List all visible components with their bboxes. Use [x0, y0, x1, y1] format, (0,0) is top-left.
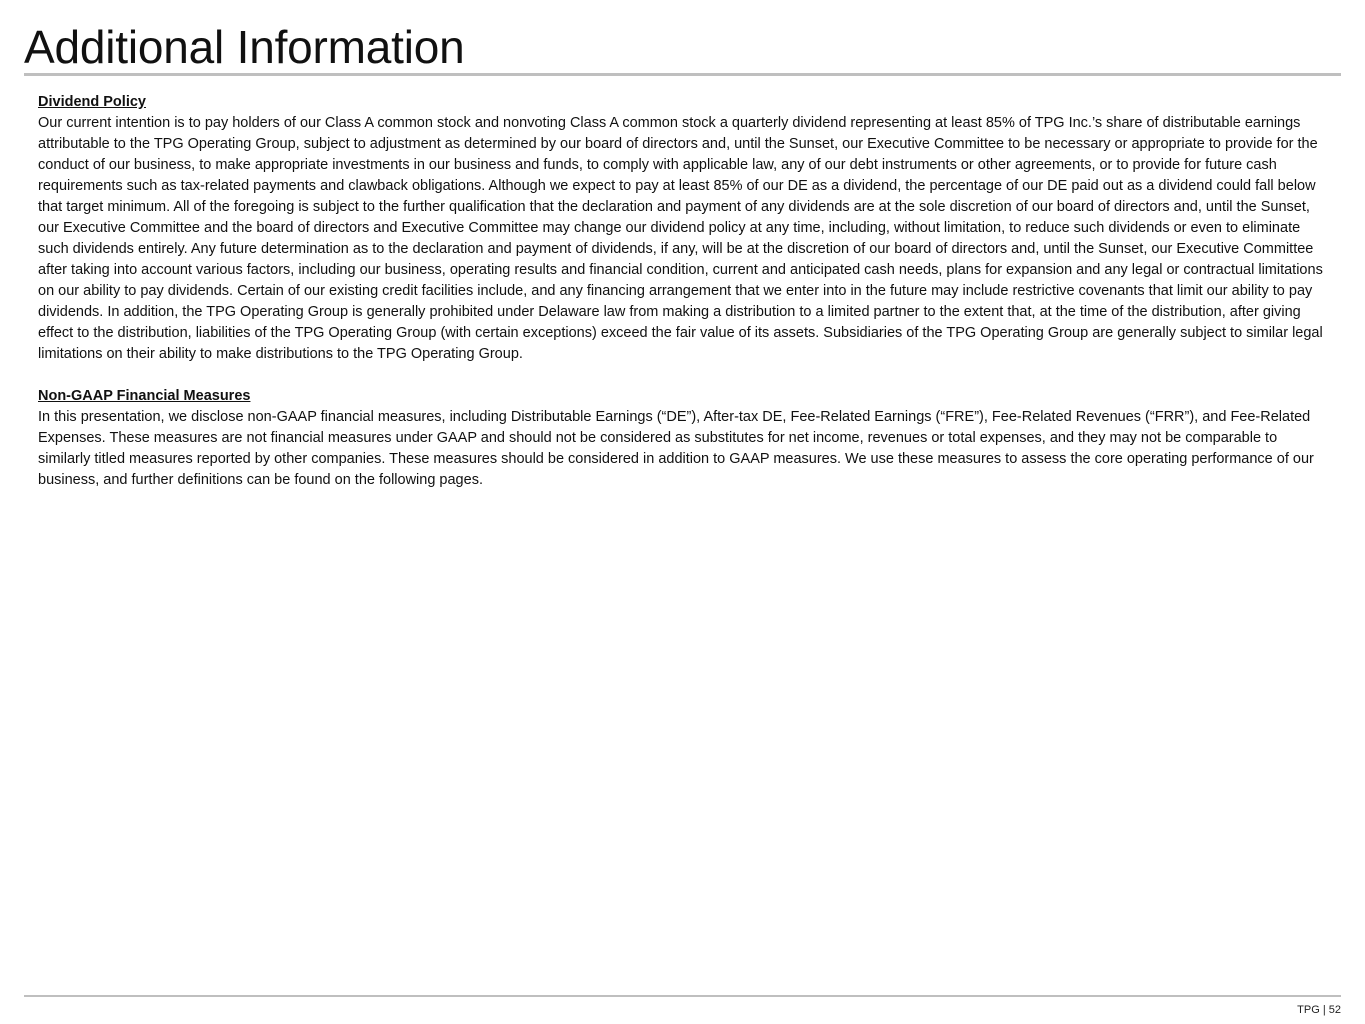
page-title: Additional Information — [24, 21, 465, 73]
page-footer: TPG | 52 — [1297, 1004, 1341, 1016]
content-area — [38, 92, 1330, 512]
section-dividend-policy — [38, 92, 1330, 365]
title-divider — [24, 73, 1341, 76]
section-heading: Non-GAAP Financial Measures — [38, 388, 251, 404]
section-non-gaap-measures — [38, 386, 1330, 491]
section-body: In this presentation, we disclose non-GAAP financial measures, including Distributable Earnings (“DE”), After-tax DE, Fee-Related Earnings (“FRE”), Fee-Related Revenues (“FRR”), and Fee-Related Expenses. These measures are not financial measures under GAAP and should not be considered as substitutes for net income, revenues or total expenses, and they may not be comparable to similarly titled measures reported by other companies. These measures should be considered in addition to GAAP measures. We use these measures to assess the core operating performance of our business, and further definitions can be found on the following pages. — [38, 409, 1314, 488]
footer-divider — [24, 995, 1341, 997]
section-body: Our current intention is to pay holders of our Class A common stock and nonvoting Class A common stock a quarterly dividend representing at least 85% of TPG Inc.’s share of distributable earnings attributable to the TPG Operating Group, subject to adjustment as determined by our board of directors and, until the Sunset, our Executive Committee to be necessary or appropriate to provide for the conduct of our business, to make appropriate investments in our business and funds, to comply with applicable law, any of our debt instruments or other agreements, or to provide for future cash requirements such as tax-related payments and clawback obligations. Although we expect to pay at least 85% of our DE as a dividend, the percentage of our DE paid out as a dividend could fall below that target minimum. All of the foregoing is subject to the further qualification that the declaration and payment of any dividends are at the sole discretion of our board of directors and, until the Sunset, our Executive Committee and the board of directors and Executive Committee may change our dividend policy at any time, including, without limitation, to reduce such dividends or even to eliminate such dividends entirely. Any future determination as to the declaration and payment of dividends, if any, will be at the discretion of our board of directors and, until the Sunset, our Executive Committee after taking into account various factors, including our business, operating results and financial condition, current and anticipated cash needs, plans for expansion and any legal or contractual limitations on our ability to pay dividends. Certain of our existing credit facilities include, and any financing arrangement that we enter into in the future may include restrictive covenants that limit our ability to pay dividends. In addition, the TPG Operating Group is generally prohibited under Delaware law from making a distribution to a limited partner to the extent that, at the time of the distribution, after giving effect to the distribution, liabilities of the TPG Operating Group (with certain exceptions) exceed the fair value of its assets. Subsidiaries of the TPG Operating Group are generally subject to similar legal limitations on their ability to make distributions to the TPG Operating Group. — [38, 115, 1323, 362]
section-heading: Dividend Policy — [38, 94, 146, 110]
